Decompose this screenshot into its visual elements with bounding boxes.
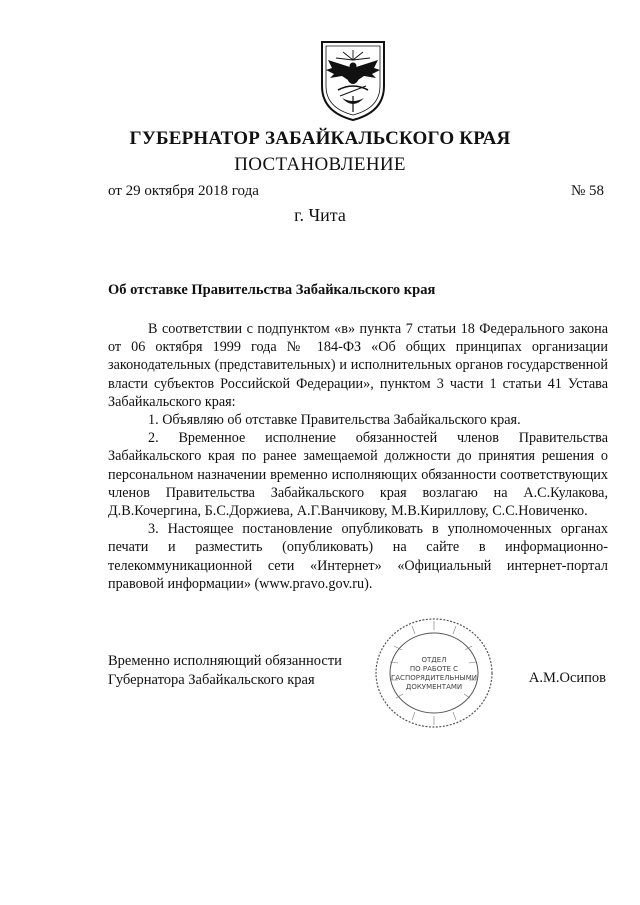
signatory-name: А.М.Осипов xyxy=(528,670,606,686)
document-subject: Об отставке Правительства Забайкальского края xyxy=(108,282,436,298)
stamp-line-1: ОТДЕЛ xyxy=(421,656,447,664)
document-type: ПОСТАНОВЛЕНИЕ xyxy=(234,154,406,175)
stamp-line-4: ДОКУМЕНТАМИ xyxy=(405,683,463,691)
document-date: от 29 октября 2018 года xyxy=(108,183,259,199)
clause-2-paragraph: 2. Временное исполнение обязанностей членов Правительства Забайкальского края по ранее замещаемой должности до принятия решения о персональном назначении временно исполняющих обязанности соответствующих членов Правительства Забайкальского края возлагаю на А.С.Кулакова, Д.В.Кочергина, Б.С.Доржиева, А.Г.Ванчикову, М.В.Кириллову, С.С.Новиченко. xyxy=(108,430,608,520)
clause-3-paragraph: 3. Настоящее постановление опубликовать в уполномоченных органах печати и разместить (опубликовать) на сайте в информационно-телекоммуникационной сети «Интернет» «Официальный интернет-портал правовой информации» (www.pravo.gov.ru). xyxy=(108,521,608,592)
document-city: г. Чита xyxy=(294,205,346,225)
stamp-line-3: ГАСПОРЯДИТЕЛЬНЫМИ xyxy=(391,674,477,682)
preamble-paragraph: В соответствии с подпунктом «в» пункта 7 статьи 18 Федерального закона от 06 октября 1999 года № 184-ФЗ «Об общих принципах организации законодательных (представительных) и исполнительных органов государственной власти субъектов Российской Федерации», пунктом 3 части 1 статьи 41 Устава Забайкальского края: xyxy=(108,321,608,410)
document-body xyxy=(108,320,608,593)
clause-1-paragraph: 1. Объявляю об отставке Правительства Забайкальского края. xyxy=(148,412,521,429)
signatory-position-line-1: Временно исполняющий обязанности xyxy=(108,653,342,669)
signatory-position xyxy=(108,652,342,690)
coat-of-arms-emblem xyxy=(318,38,388,122)
document-number: № 58 xyxy=(570,183,604,199)
stamp-line-2: ПО РАБОТЕ С xyxy=(409,665,459,673)
official-stamp xyxy=(372,614,496,732)
signatory-position-line-2: Губернатора Забайкальского края xyxy=(108,672,315,688)
governor-title: ГУБЕРНАТОР ЗАБАЙКАЛЬСКОГО КРАЯ xyxy=(129,128,511,149)
